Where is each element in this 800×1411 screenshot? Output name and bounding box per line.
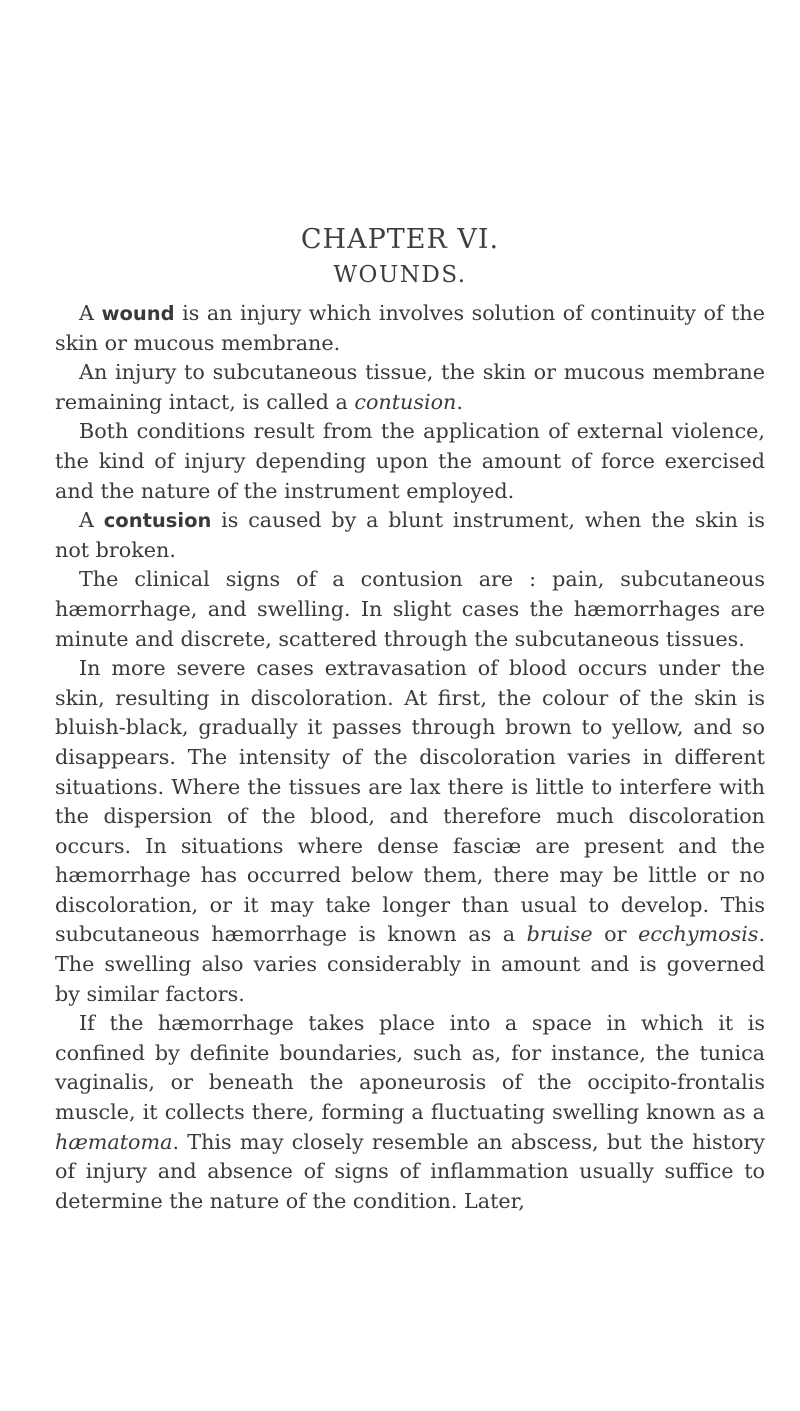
text-span: In more severe cases extravasation of blood occurs under the skin, resulting in discoloration. At first, the colour of the skin is bluish-black, gradually it passes through brown to yellow, and so disappears. The intensity of the discoloration varies in different situations. Where the tissues are lax there is little to interfere with the dispersion of the blood, and therefore much discoloration occurs. In situations where dense fasciæ are present and the hæmorrhage has occurred below them, there may be little or no discoloration, or it may take longer than usual to develop. This subcutaneous hæmorrhage is known as a (55, 656, 765, 947)
text-span: A (79, 508, 104, 533)
text-span: is an injury which involves solution of continuity of the skin or mucous membrane. (55, 301, 765, 355)
text-span: or (592, 922, 639, 947)
paragraph-wound-definition (55, 299, 765, 358)
paragraph-extravasation (55, 654, 765, 1009)
text-span: . The swelling also varies considerably in amount and is governed by similar factors. (55, 922, 766, 1006)
chapter-heading: CHAPTER VI. (300, 224, 500, 255)
body-text (55, 299, 765, 1216)
chapter-title: WOUNDS. (333, 262, 467, 288)
term-contusion-italic: contusion (354, 389, 457, 414)
paragraph-contusion-definition (55, 358, 765, 417)
term-contusion: contusion (103, 509, 212, 533)
paragraph-clinical-signs: The clinical signs of a contusion are : pain, subcutaneous hæmorrhage, and swelling. In slight cases the hæmorrhages are minute and discrete, scattered through the subcutaneous tissues. (55, 567, 765, 651)
text-span: A (79, 301, 102, 325)
text-span: . (456, 389, 463, 414)
term-haematoma: hæmatoma (55, 1129, 173, 1154)
text-span: If the hæmorrhage takes place into a space in which it is confined by definite boundaries, such as, for instance, the tunica vaginalis, or beneath the aponeurosis of the occipito-frontalis muscle, it collects there, forming a fluctuating swelling known as a (55, 1011, 765, 1125)
text-span: . This may closely resemble an abscess, but the history of injury and absence of signs of inflammation usually suffice to determine the nature of the condition. Later, (55, 1129, 765, 1213)
paragraph-haematoma (55, 1009, 765, 1216)
paragraph-contusion-cause (55, 506, 765, 565)
term-bruise: bruise (526, 922, 593, 947)
text-span: An injury to subcutaneous tissue, the skin or mucous membrane remaining intact, is called a (55, 360, 765, 414)
text-span: is caused by a blunt instrument, when the skin is not broken. (55, 508, 765, 562)
term-wound: wound (101, 302, 175, 325)
paragraph-both-conditions: Both conditions result from the application of external violence, the kind of injury depending upon the amount of force exercised and the nature of the instrument employed. (55, 419, 765, 503)
term-ecchymosis: ecchymosis (638, 922, 759, 947)
